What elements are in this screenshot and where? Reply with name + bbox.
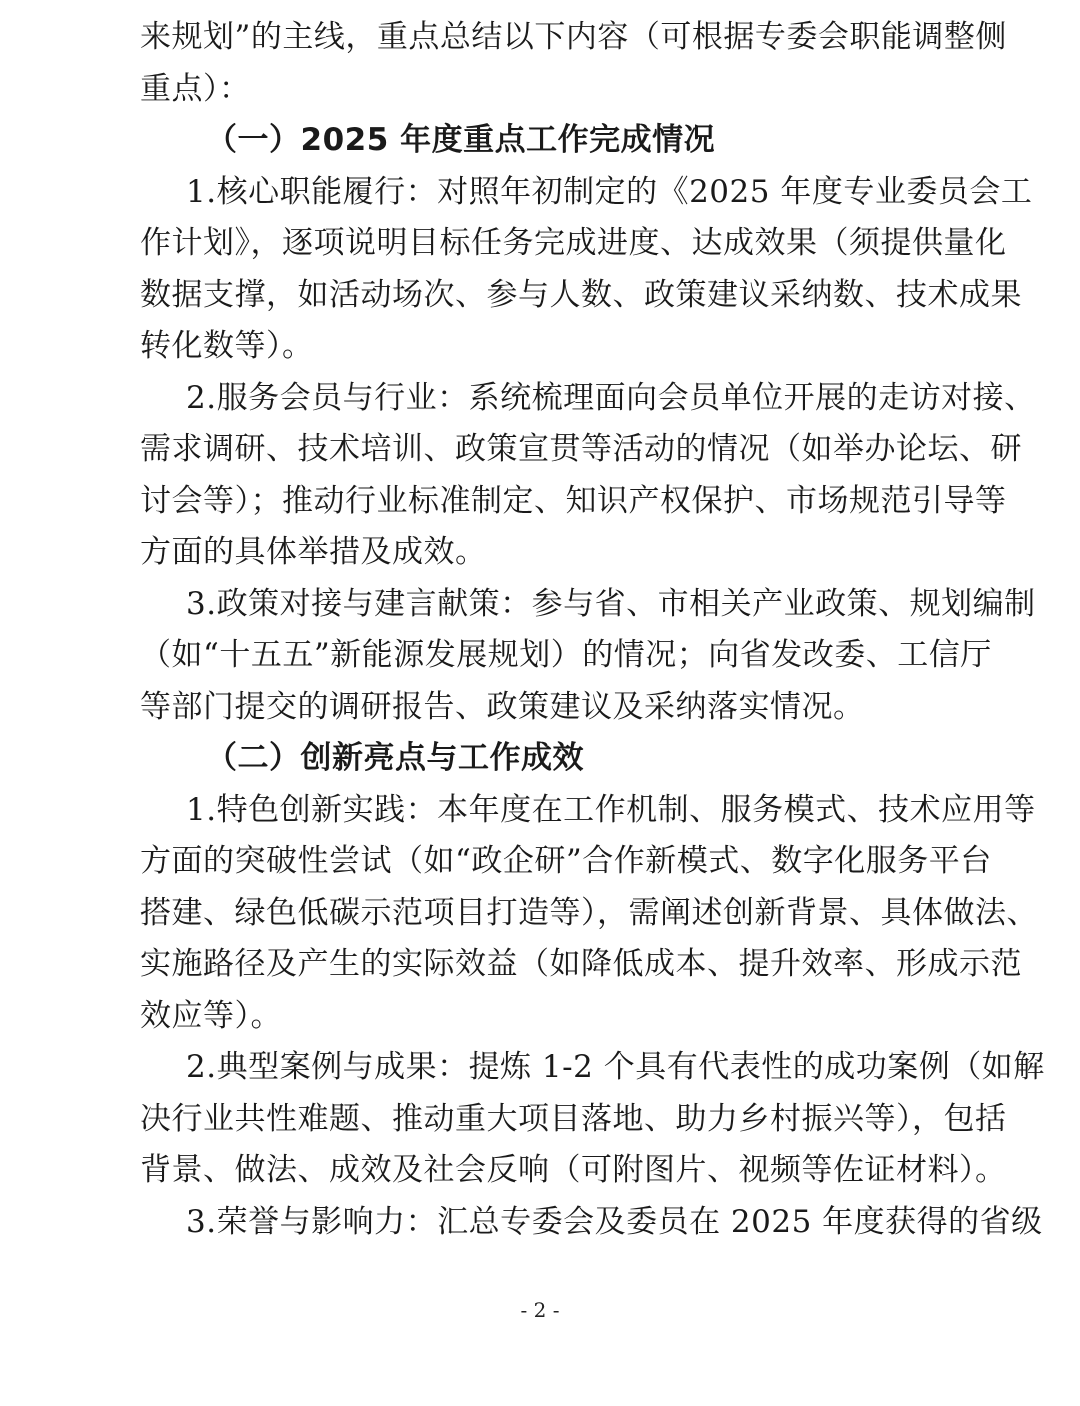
paragraph-line: 2.典型案例与成果：提炼 1-2 个具有代表性的成功案例（如解 [186,1049,1045,1085]
paragraph-line: 3.荣誉与影响力：汇总专委会及委员在 2025 年度获得的省级 [186,1203,1043,1240]
paragraph-line: 作计划》，逐项说明目标任务完成进度、达成效果（须提供量化 [140,225,1007,261]
paragraph-line: 搭建、绿色低碳示范项目打造等），需阐述创新背景、具体做法、 [140,894,1038,931]
paragraph-line: 来规划”的主线，重点总结以下内容（可根据专委会职能调整侧 [140,19,1007,55]
paragraph-line: 1.核心职能履行：对照年初制定的《2025 年度专业委员会工 [186,173,1033,210]
paragraph-line: 转化数等）。 [140,328,314,364]
paragraph-line: 实施路径及产生的实际效益（如降低成本、提升效率、形成示范 [140,946,1022,982]
section-heading: （二）创新亮点与工作成效 [206,740,584,776]
paragraph-line: 效应等）。 [140,997,282,1034]
paragraph-line: 背景、做法、成效及社会反响（可附图片、视频等佐证材料）。 [140,1152,1007,1188]
paragraph-line: 数据支撑，如活动场次、参与人数、政策建议采纳数、技术成果 [140,276,1022,313]
paragraph-line: 方面的具体举措及成效。 [140,534,487,570]
paragraph-line: 3.政策对接与建言献策：参与省、市相关产业政策、规划编制 [186,585,1036,622]
paragraph-line: 2.服务会员与行业：系统梳理面向会员单位开展的走访对接、 [186,379,1036,416]
page-number: - 2 - [520,1298,560,1322]
paragraph-line: 重点）： [140,70,251,107]
paragraph-line: 决行业共性难题、推动重大项目落地、助力乡村振兴等），包括 [140,1100,1007,1137]
paragraph-line: 方面的突破性尝试（如“政企研”合作新模式、数字化服务平台 [140,843,992,879]
paragraph-line: （如“十五五”新能源发展规划）的情况；向省发改委、工信厅 [140,637,992,673]
paragraph-line: 讨会等）；推动行业标准制定、知识产权保护、市场规范引导等 [140,482,1007,519]
section-heading: （一）2025 年度重点工作完成情况 [206,122,716,158]
paragraph-line: 等部门提交的调研报告、政策建议及采纳落实情况。 [140,688,865,725]
document-body [140,12,1045,1248]
paragraph-line: 需求调研、技术培训、政策宣贯等活动的情况（如举办论坛、研 [140,431,1022,467]
paragraph-line: 1.特色创新实践：本年度在工作机制、服务模式、技术应用等 [186,791,1036,828]
